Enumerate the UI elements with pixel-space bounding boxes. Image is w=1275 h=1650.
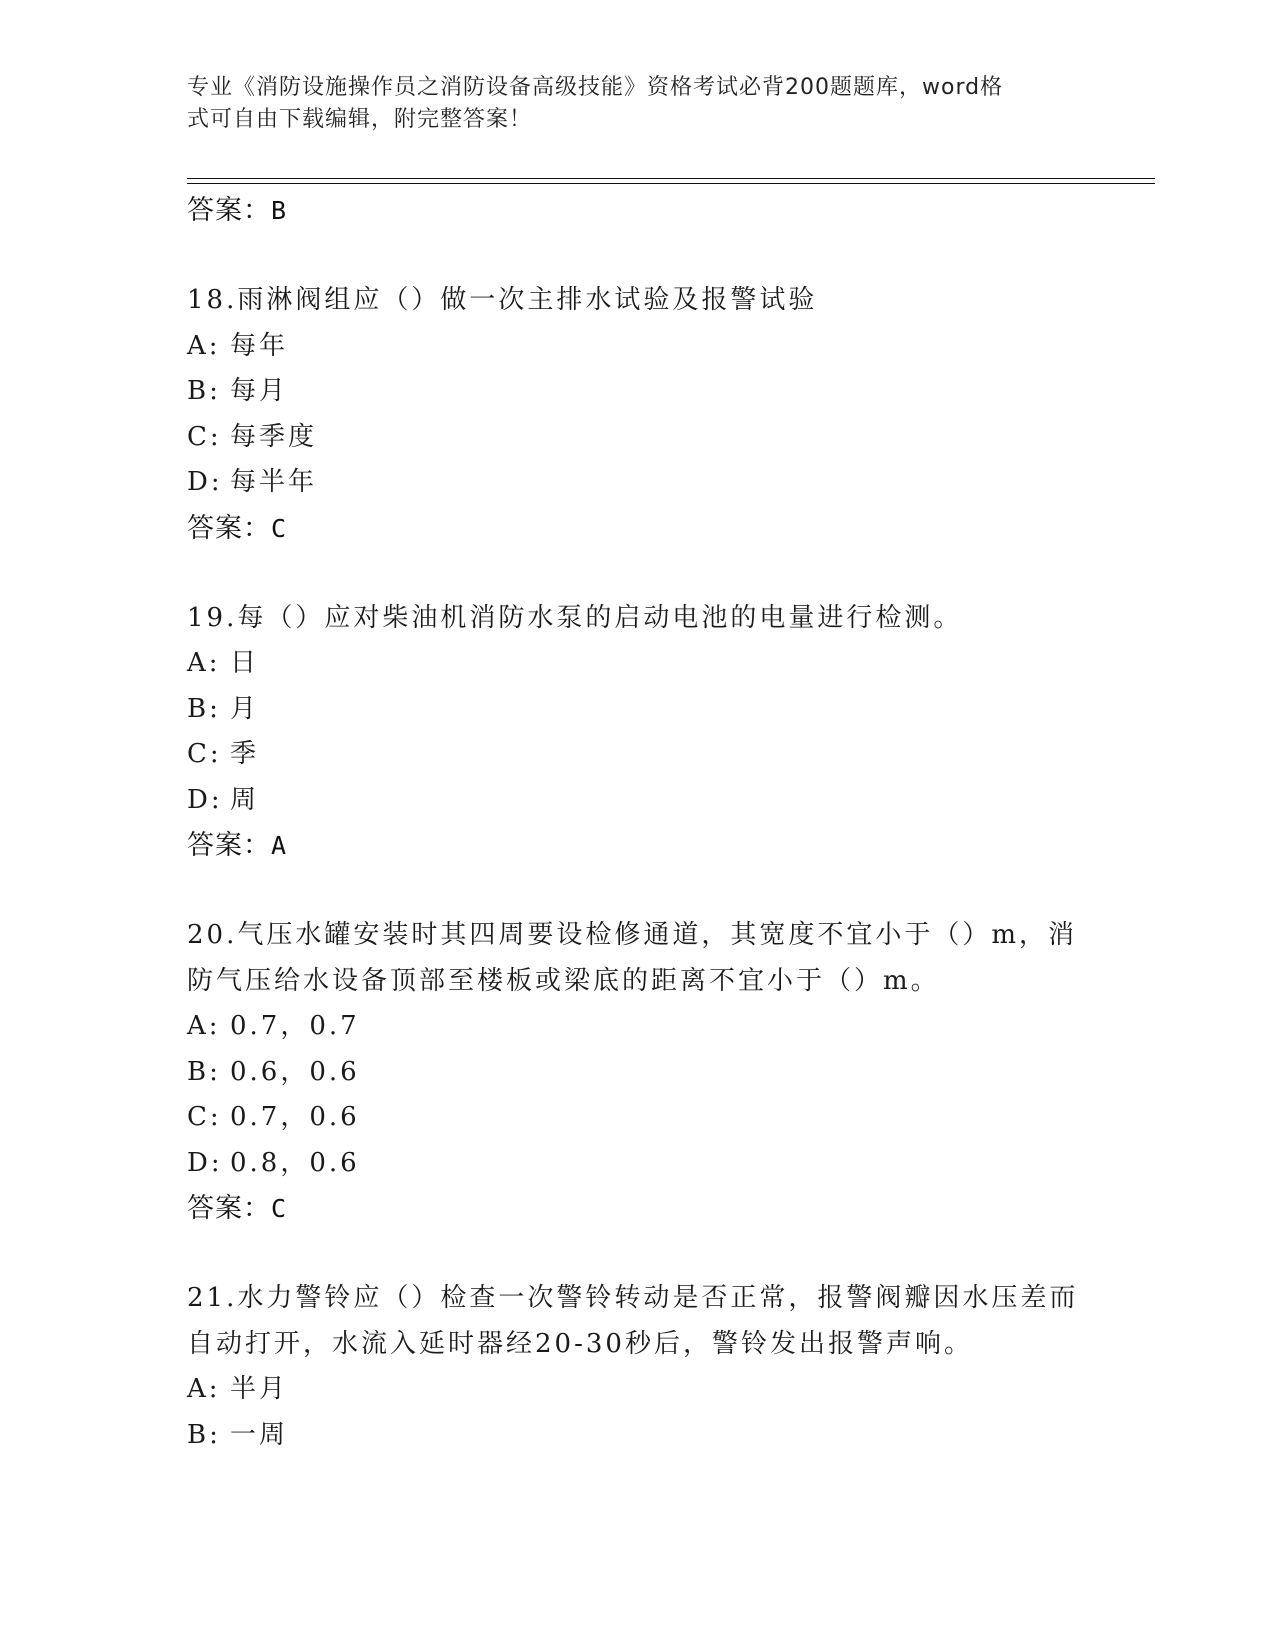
option-text: 0.6，0.6 (230, 1056, 360, 1087)
answer-line (187, 188, 1087, 234)
option-b (187, 369, 1087, 415)
option-letter: A: (187, 1374, 221, 1404)
option-a (187, 1367, 1087, 1413)
answer-line (187, 823, 1087, 869)
question-block (187, 1276, 1087, 1458)
option-text: 每月 (230, 376, 289, 406)
option-letter: C: (187, 421, 222, 452)
header-divider-top (187, 178, 1155, 179)
option-letter: C: (187, 739, 222, 769)
option-letter: B: (187, 1419, 221, 1450)
option-b (187, 687, 1087, 733)
answer-label: 答案： (187, 830, 271, 861)
answer-value: C (271, 1194, 288, 1223)
option-letter: D: (187, 784, 223, 815)
option-letter: A: (187, 330, 221, 361)
option-text: 一周 (230, 1419, 289, 1450)
option-b (187, 1050, 1087, 1096)
answer-line (187, 506, 1087, 552)
option-a (187, 641, 1087, 687)
question-text: 18.雨淋阀组应（）做一次主排水试验及报警试验 (187, 285, 818, 315)
option-a (187, 324, 1087, 370)
answer-label: 答案： (187, 195, 271, 226)
question-text-continued: 防气压给水设备顶部至楼板或梁底的距离不宜小于（）m。 (187, 965, 940, 996)
option-text: 月 (230, 693, 260, 724)
option-c (187, 732, 1087, 778)
option-text: 季 (230, 739, 260, 769)
option-letter: C: (187, 1102, 222, 1132)
option-text: 0.7，0.7 (230, 1011, 360, 1041)
option-d (187, 778, 1087, 824)
option-a (187, 1004, 1087, 1050)
option-letter: A: (187, 1011, 221, 1041)
option-letter: B: (187, 376, 221, 406)
question-text-continued: 自动打开，水流入延时器经20-30秒后，警铃发出报警声响。 (187, 1328, 973, 1359)
document-header (187, 72, 1067, 136)
option-d (187, 460, 1087, 506)
option-letter: A: (187, 648, 221, 678)
question-block (187, 278, 1087, 552)
header-line-2: 式可自由下载编辑，附完整答案！ (187, 107, 533, 132)
answer-line (187, 1186, 1087, 1232)
header-line-1: 专业《消防设施操作员之消防设备高级技能》资格考试必背200题题库，word格 (187, 75, 1004, 100)
option-text: 半月 (230, 1374, 289, 1404)
option-c (187, 1095, 1087, 1141)
answer-label: 答案： (187, 512, 271, 544)
option-text: 日 (230, 648, 260, 678)
option-text: 0.8，0.6 (230, 1147, 360, 1178)
answer-value: A (271, 831, 288, 860)
question-list (187, 188, 1087, 1458)
option-letter: B: (187, 1056, 221, 1087)
answer-label: 答案： (187, 1193, 271, 1224)
answer-value: B (271, 196, 288, 225)
option-c (187, 415, 1087, 461)
option-letter: D: (187, 1147, 223, 1178)
option-d (187, 1141, 1087, 1187)
question-text: 19.每（）应对柴油机消防水泵的启动电池的电量进行检测。 (187, 602, 963, 633)
question-text: 20.气压水罐安装时其四周要设检修通道，其宽度不宜小于（）m，消 (187, 920, 1078, 950)
option-letter: D: (187, 467, 223, 497)
option-text: 每年 (230, 330, 289, 361)
question-block (187, 913, 1087, 1232)
option-text: 周 (230, 784, 260, 815)
question-text: 21.水力警铃应（）检查一次警铃转动是否正常，报警阀瓣因水压差而 (187, 1283, 1079, 1313)
option-b (187, 1413, 1087, 1459)
question-block (187, 596, 1087, 870)
answer-value: C (271, 513, 288, 543)
option-text: 每季度 (230, 421, 318, 452)
option-text: 0.7，0.6 (230, 1102, 360, 1132)
header-divider-bottom (187, 183, 1155, 184)
option-text: 每半年 (230, 467, 318, 497)
option-letter: B: (187, 693, 221, 724)
